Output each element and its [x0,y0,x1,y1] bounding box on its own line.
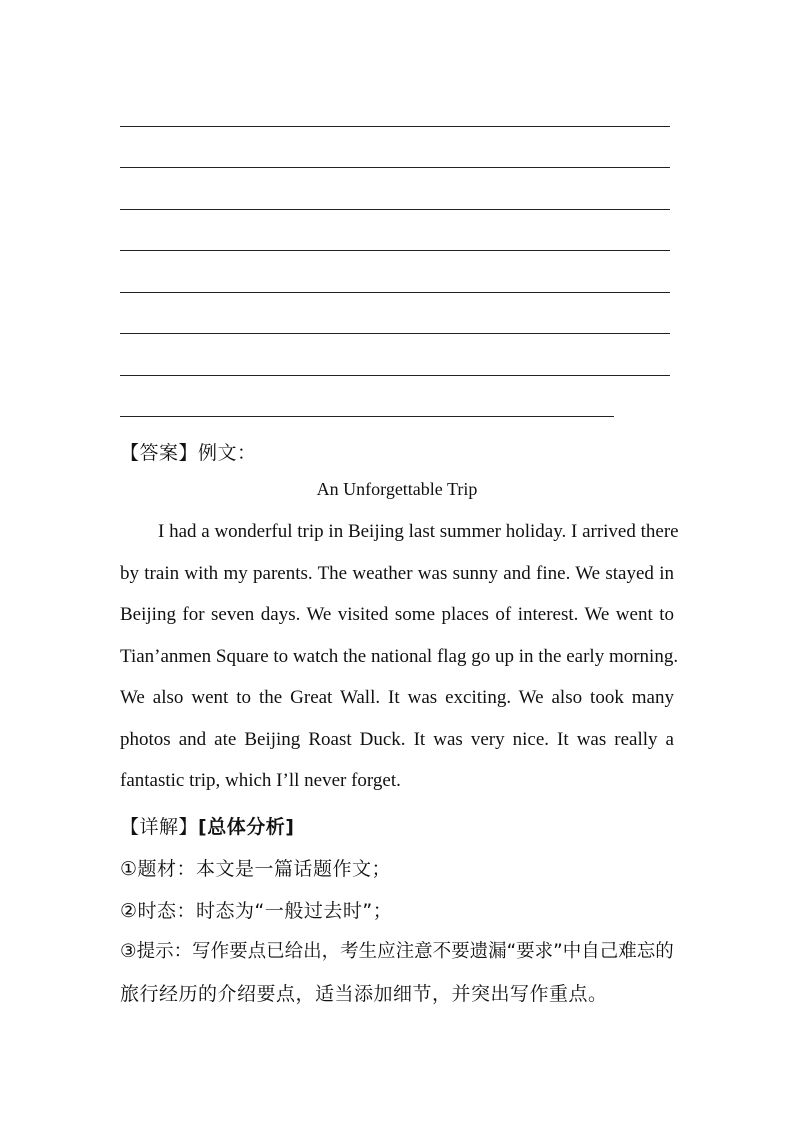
essay-line: Beijing for seven days. We visited some places of interest. We went to [120,604,674,625]
writing-line [120,375,670,376]
explanation-label: 【详解】 [120,816,199,838]
essay-line: We also went to the Great Wall. It was exciting. We also took many [120,687,674,708]
essay-line: I had a wonderful trip in Beijing last summer holiday. I arrived there [158,521,679,542]
explanation-point: ②时态：时态为“一般过去时”； [120,900,393,922]
essay-line: photos and ate Beijing Roast Duck. It was very nice. It was really a [120,729,674,750]
explanation-point: ③提示：写作要点已给出，考生应注意不要遗漏“要求”中自己难忘的 [120,941,674,962]
essay-line: by train with my parents. The weather was sunny and fine. We stayed in [120,563,674,584]
explanation-point: 旅行经历的介绍要点，适当添加细节，并突出写作重点。 [120,983,608,1005]
essay-line: fantastic trip, which I’ll never forget. [120,770,401,791]
writing-line [120,250,670,251]
explanation-subtitle: [总体分析] [198,816,295,838]
writing-line [120,209,670,210]
essay-title: An Unforgettable Trip [316,479,478,499]
writing-line [120,416,614,417]
explanation-point: ①题材：本文是一篇话题作文； [120,858,392,880]
explanation-header [120,812,294,839]
answer-label: 【答案】例文： [120,442,257,464]
writing-line [120,126,670,127]
writing-line [120,292,670,293]
writing-line [120,167,670,168]
writing-line [120,333,670,334]
essay-line: Tian’anmen Square to watch the national flag go up in the early morning. [120,646,679,667]
